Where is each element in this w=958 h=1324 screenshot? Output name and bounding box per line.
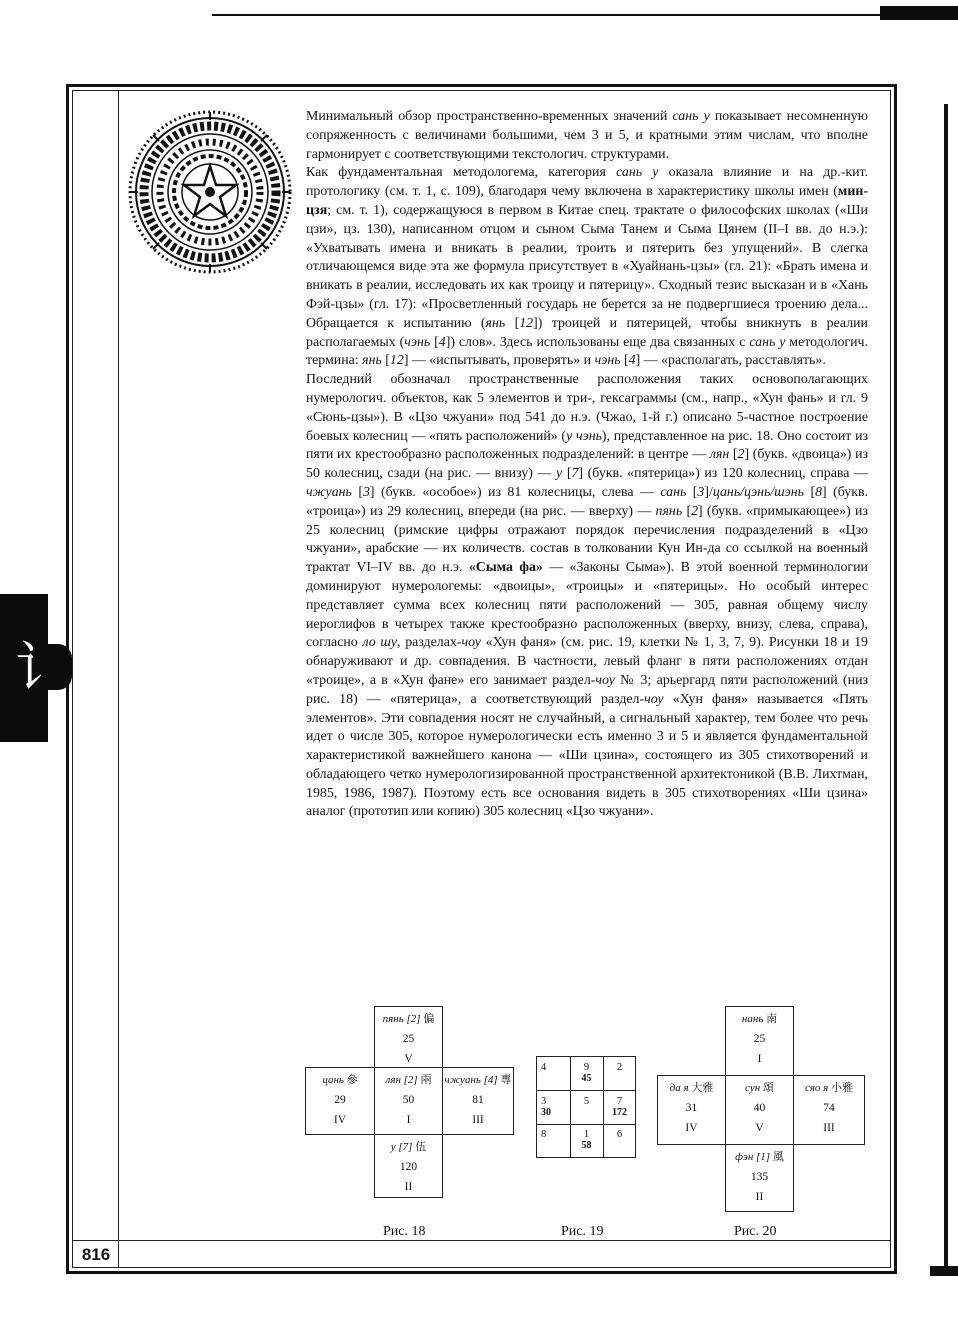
fig20-right-cell [793,1075,865,1145]
fig19-cell-number: 3 [541,1095,547,1107]
fig18-right-order: III [472,1113,484,1126]
margin-rule [118,90,119,1268]
fig20-top-order: I [757,1052,762,1065]
top-rule [212,14,902,16]
fig20-bottom-label: фэн [1] 風 [735,1150,784,1163]
fig18-left-cell [305,1067,375,1135]
fig20-bottom-order: II [755,1190,764,1203]
fig19-cell [570,1124,603,1158]
fig20-top-label: нань 南 [741,1012,778,1025]
fig20-right-count: 74 [823,1101,835,1114]
fig19-cell-count: 30 [541,1106,551,1118]
body-paragraph: Минимальный обзор пространственно-временных значений сань у показывает несомненную сопряженность с величинами большими, чем 3 и 5, и кратными этим числам, что вполне гармонирует с соответствующими текстологич. структурами. [306,109,868,162]
fig19-cell [603,1124,636,1158]
fig20-center-count: 40 [753,1101,766,1114]
body-paragraph: Как фундаментальная методологема, категория сань у оказала влияние и на др.-кит. протологику (см. т. 1, с. 109), благодаря чему включена в характеристику школы имен (мин-цзя; см. т. 1), содержащуюся в первом в Китае спец. трактате о философских школах («Ши цзи», цз. 130), написанном отцом и сыном Сыма Танем и Сыма Цянем (II–I вв. до н.э.): «Ухватывать имена и вникать в реалии, троить и пятерить без упущений». В слегка отличающемся виде эта же формула присутствует в «Хуайнань-цзы» (гл. 21): «Брать имена и вникать в реалии, исследовать их как троицу и пятерицу». Сходный тезис высказан и в «Хань Фэй-цзы» (гл. 17): «Просветленный государь не берется за не подвергшиеся троению дела... Обращается к испытанию (янь [12]) троицей и пятерицей, чтобы вникнуть в реалии располагаемых (чэнь [4]) слов». Здесь использованы еще два связанных с сань у методологич. термина: янь [12] — «испытывать, проверять» и чэнь [4] — «располагать, расставлять». [306,165,869,369]
fig20-right-label: сяо я 小雅 [804,1081,854,1094]
fig18-bottom-order: II [404,1180,413,1193]
fig20-center-order: V [755,1121,764,1134]
fig19-cell-number: 1 [583,1129,590,1140]
fig20-left-order: IV [685,1121,698,1134]
fig19-cell-count: 58 [581,1140,592,1151]
fig20-left-cell [657,1075,726,1145]
side-tab-character [0,628,84,708]
fig18-top-order: V [404,1052,413,1065]
body-paragraph: Последний обозначал пространственные расположения таких основополагающих нумерологич. объектов, как 5 элементов и три-, гексаграммы (см., напр., «Хун фань» и гл. 9 «Сюнь-цзы»). В «Цзо чжуани» под 541 до н.э. (Чжао, 1-й г.) описано 5-частное построение боевых колесниц — «пять расположений» (у чэнь), представленное на рис. 18. Оно состоит из пяти их крестообразно расположенных подразделений: в центре — лян [2] (букв. «двоица») из 50 колесниц, сзади (на рис. — внизу) — у [7] (букв. «пятерица») из 120 колесниц, справа — чжуань [3] (букв. «особое») из 81 колесницы, слева — сань [3]/цань/цэнь/шэнь [8] (букв. «троица») из 29 колесниц, впереди (на рис. — вверху) — пянь [2] (букв. «примыкающее») из 25 колесниц (римские цифры отражают порядок перечисления подразделений в «Цзо чжуани», арабские — их количеств. состав в толковании Кун Ин-да со ссылкой на военный трактат VI–IV вв. до н.э. «Сыма фа» — «Законы Сыма»). В этой военной терминологии доминируют нумерологемы: «двоицы», «троицы» и «пятерицы». Но особый интерес представляет сумма всех колесниц пяти расположений — 305, равная общему числу иероглифов в четырех также крестообразно расположенных (вверху, внизу, слева, справа), согласно ло шу, разделах-чоу «Хун фаня» (см. рис. 19, клетки № 1, 3, 7, 9). Рисунки 18 и 19 обнаруживают и др. совпадения. В частности, левый фланг в пяти расположениях отдан «троице», а в «Хун фане» его занимает раздел-чоу № 3; арьергард пяти расположений (низ рис. 18) — «пятерица», а соответствующий раздел-чоу «Хун фаня» называется «Пять элементов». Эти совпадения носят не случайный, а сигнальный характер, тем более что речь идет о числе 305, которое нумерологически есть именно 3 и 5 и является фундаментальной характеристикой важнейшего канона — «Ши цзина», состоящего из 305 стихотворений и обладающего четко нумерологизированной пространственной архитектоникой (В.В. Лихтман, 1985, 1986, 1987). Поэтому есть все основания видеть в 305 стихотворениях «Ши цзина» аналог (прототип или копию) 305 колесниц «Цзо чжуани». [306,372,869,820]
fig18-top-label: пянь [2] 偏 [382,1012,435,1025]
fig19-cell [570,1057,603,1091]
page-number: 816 [81,1245,111,1264]
fig18-top-count: 25 [402,1032,415,1045]
fig20-right-order: III [823,1121,835,1134]
fig18-center-order: I [406,1113,411,1126]
right-edge-foot [930,1266,958,1276]
fig20-caption: Рис. 20 [734,1224,777,1239]
fig19-cell-number: 2 [616,1062,623,1073]
fig19-cell-number: 7 [616,1095,623,1107]
fig20-top-cell [725,1006,794,1076]
fig20-bottom-cell [725,1144,794,1212]
fig19-cell [603,1091,636,1125]
fig19-cell-number: 5 [583,1095,590,1107]
fig20-left-label: да я 大雅 [669,1081,714,1094]
fig18-right-count: 81 [472,1093,484,1106]
fig20-bottom-count: 135 [750,1170,769,1183]
fig19-cell [603,1057,636,1091]
fig19-caption: Рис. 19 [561,1224,604,1239]
fig20-left-count: 31 [685,1101,698,1114]
fig19-cell-count: 45 [581,1073,592,1084]
fig18-bottom-label: у [7] 伍 [390,1140,427,1153]
fig19-cell-number: 9 [583,1062,590,1073]
fig18-left-label: цань 參 [322,1073,358,1086]
fig18-left-count: 29 [334,1093,346,1106]
fig18-top-cell [374,1006,443,1068]
fig19-cell-count: 172 [612,1106,627,1118]
fig18-left-order: IV [333,1113,347,1126]
fig19-cell [537,1091,570,1125]
fig18-bottom-count: 120 [399,1160,418,1173]
fig18-caption: Рис. 18 [383,1224,426,1239]
fig18-right-cell [442,1067,514,1135]
side-tab-glyph: 讠 [15,636,69,699]
right-edge-rule [944,104,948,1274]
top-rule-bar [880,6,958,20]
footer-rule [72,1240,891,1241]
fig20-top-count: 25 [753,1032,766,1045]
fig19-cell [570,1091,603,1125]
fig18-center-label: лян [2] 兩 [385,1073,432,1086]
fig19-grid [536,1056,636,1158]
fig19-cell-number: 6 [616,1129,623,1140]
seal-illustration [128,110,292,274]
fig18-bottom-cell [374,1134,443,1198]
fig18-center-cell [374,1067,443,1135]
fig19-cell-number: 8 [541,1129,547,1140]
fig19-cell-number: 4 [541,1062,547,1073]
fig20-center-label: сун 頌 [745,1081,774,1094]
fig19-cell [537,1057,570,1091]
article-body [306,108,868,822]
fig18-right-label: чжуань [4] 專 [444,1073,512,1086]
fig19-cell [537,1124,570,1158]
fig18-center-count: 50 [402,1093,415,1106]
fig20-center-cell [725,1075,794,1145]
